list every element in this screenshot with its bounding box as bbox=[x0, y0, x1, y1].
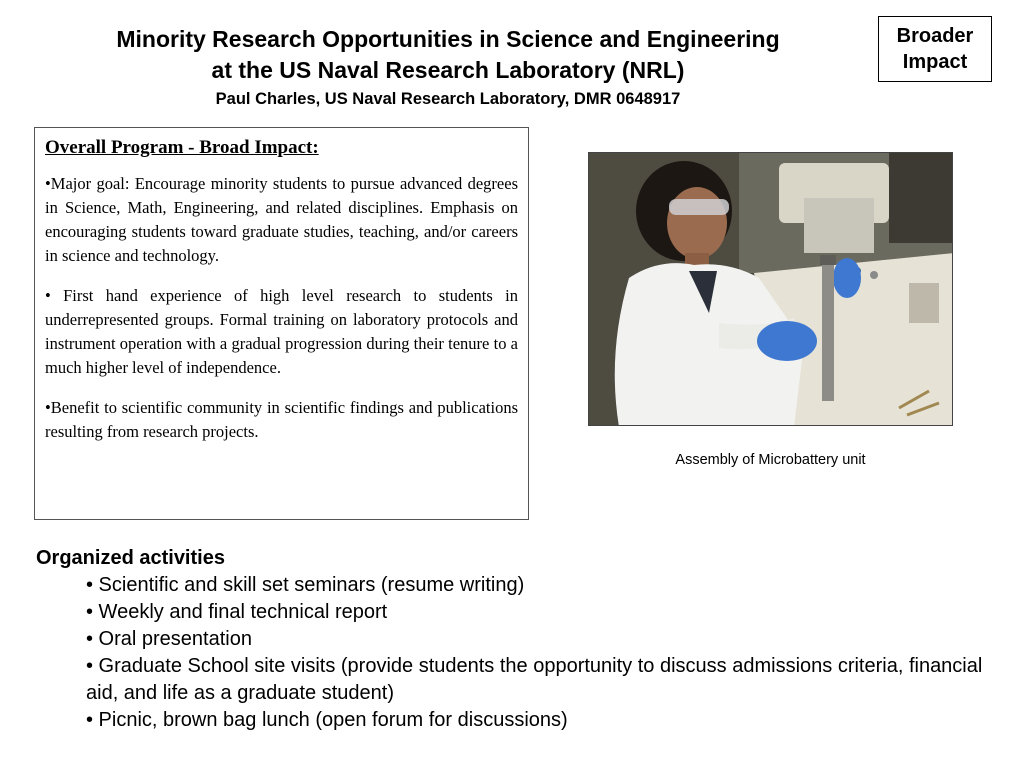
activity-item-site-visits: • Graduate School site visits (provide students the opportunity to discuss admissions criteria, financial aid, and life as a graduate student) bbox=[86, 655, 983, 704]
activities-section bbox=[36, 545, 996, 734]
program-box bbox=[34, 127, 529, 520]
tag-line-2: Impact bbox=[902, 51, 968, 73]
program-heading: Overall Program - Broad Impact: bbox=[45, 137, 319, 158]
slide-header bbox=[40, 24, 856, 110]
activities-heading: Organized activities bbox=[36, 547, 225, 569]
activity-item-presentation: • Oral presentation bbox=[86, 628, 252, 650]
program-paragraph-benefit: •Benefit to scientific community in scientific findings and publications resulting from research projects. bbox=[45, 398, 518, 441]
slide-subtitle: Paul Charles, US Naval Research Laboratory, DMR 0648917 bbox=[215, 90, 681, 108]
slide-title-line-2: at the US Naval Research Laboratory (NRL) bbox=[211, 57, 685, 83]
activity-item-seminars: • Scientific and skill set seminars (resume writing) bbox=[86, 574, 525, 596]
photo-caption: Assembly of Microbattery unit bbox=[675, 452, 866, 468]
activity-item-report: • Weekly and final technical report bbox=[86, 601, 388, 623]
broader-impact-tag bbox=[878, 16, 992, 82]
program-paragraph-experience: • First hand experience of high level research to students in underrepresented groups. Formal training on laboratory protocols and instrument operation with a gradual progression during their tenure to a much higher level of independence. bbox=[45, 286, 518, 377]
tag-line-1: Broader bbox=[896, 25, 974, 47]
activity-item-picnic: • Picnic, brown bag lunch (open forum for discussions) bbox=[86, 709, 568, 731]
slide-title-line-1: Minority Research Opportunities in Science and Engineering bbox=[116, 26, 780, 52]
activity-list bbox=[36, 572, 996, 734]
lab-photo bbox=[588, 152, 953, 426]
program-paragraph-goal: •Major goal: Encourage minority students to pursue advanced degrees in Science, Math, Engineering, and related disciplines. Emphasis on encouraging students toward graduate studies, teaching, and/or careers in science and technology. bbox=[45, 174, 518, 265]
